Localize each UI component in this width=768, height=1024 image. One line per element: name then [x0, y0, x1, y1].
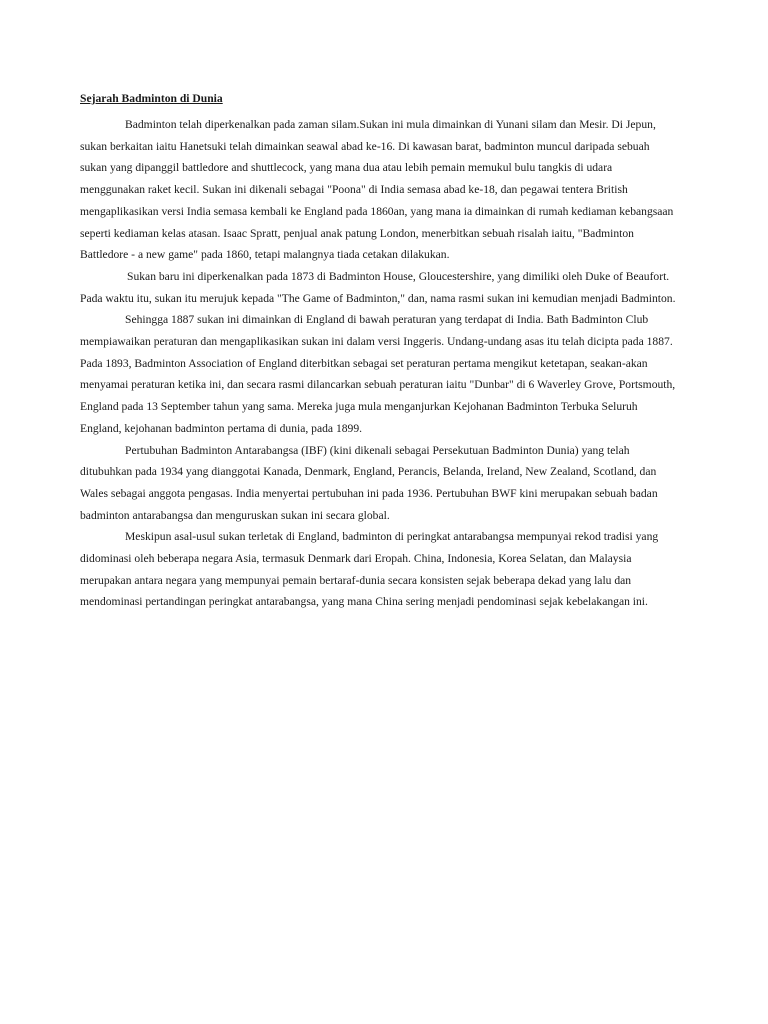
paragraph-4: Pertubuhan Badminton Antarabangsa (IBF) (kini dikenali sebagai Persekutuan Badminton Dunia) yang telah ditubuhkan pada 1934 yang dianggotai Kanada, Denmark, England, Perancis, Belanda, Ireland, New Zealand, Scotland, dan Wales sebagai anggota pengasas. India menyertai pertubuhan ini pada 1936. Pertubuhan BWF kini merupakan sebuah badan badminton antarabangsa dan menguruskan sukan ini secara global.	[80, 443, 658, 522]
paragraph-3: Sehingga 1887 sukan ini dimainkan di England di bawah peraturan yang terdapat di India. Bath Badminton Club mempiawaikan peraturan dan mengaplikasikan sukan ini dalam versi Inggeris. Undang-undang asas itu telah dicipta pada 1887. Pada 1893, Badminton Association of England diterbitkan sebagai set peraturan pertama mengikut ketetapan, seakan-akan menyamai peraturan ketika ini, dan secara rasmi dilancarkan sebuah peraturan iaitu "Dunbar" di 6 Waverley Grove, Portsmouth, England pada 13 September tahun yang sama. Mereka juga mula menganjurkan Kejohanan Badminton Terbuka Seluruh England, kejohanan badminton pertama di dunia, pada 1899.	[80, 313, 676, 435]
paragraph-1: Badminton telah diperkenalkan pada zaman silam.Sukan ini mula dimainkan di Yunani silam dan Mesir. Di Jepun, sukan berkaitan iaitu Hanetsuki telah dimainkan seawal abad ke-16. Di kawasan barat, badminton muncul daripada sebuah sukan yang dipanggil battledore and shuttlecock, yang mana dua atau lebih pemain memukul bulu tangkis di udara menggunakan raket kecil. Sukan ini dikenali sebagai "Poona" di India semasa abad ke-18, dan pegawai tentera British mengaplikasikan versi India semasa kembali ke England pada 1860an, yang mana ia dimainkan di rumah kediaman kebangsaan seperti kediaman kelas atasan. Isaac Spratt, penjual anak patung London, menerbitkan sebuah risalah iaitu, "Badminton Battledore - a new game" pada 1860, tetapi malangnya tiada cetakan dilakukan.	[80, 118, 674, 262]
paragraph-5: Meskipun asal-usul sukan terletak di England, badminton di peringkat antarabangsa mempunyai rekod tradisi yang didominasi oleh beberapa negara Asia, termasuk Denmark dari Eropah. China, Indonesia, Korea Selatan, dan Malaysia merupakan antara negara yang mempunyai pemain bertaraf-dunia secara konsisten sejak beberapa dekad yang lalu dan mendominasi pertandingan peringkat antarabangsa, yang mana China sering menjadi pendominasi sejak kebelakangan ini.	[80, 530, 659, 609]
document-body	[80, 91, 678, 613]
paragraph-2: Sukan baru ini diperkenalkan pada 1873 di Badminton House, Gloucestershire, yang dimiliki oleh Duke of Beaufort. Pada waktu itu, sukan itu merujuk kepada "The Game of Badminton," dan, nama rasmi sukan ini kemudian menjadi Badminton.	[80, 269, 676, 305]
document-title: Sejarah Badminton di Dunia	[80, 92, 223, 105]
